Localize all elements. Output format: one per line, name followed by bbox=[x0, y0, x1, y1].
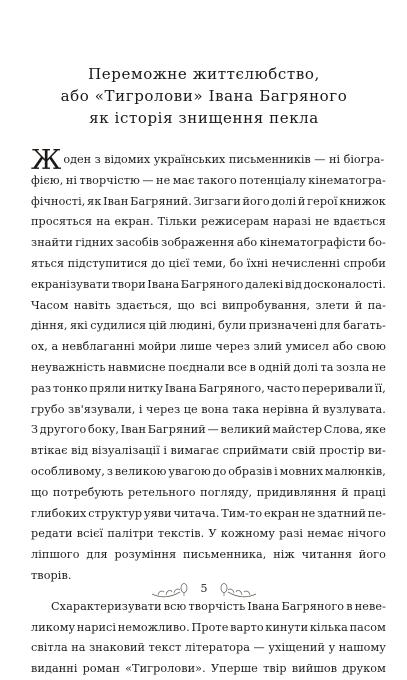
text-line: яться підступитися до цієї теми, бо їхні нечисленні спроби bbox=[31, 256, 386, 270]
text-line: виданні роман «Тигролови». Уперше твір вийшов друком bbox=[31, 662, 386, 676]
text-line: З другого боку, Іван Багряний — великий майстер Слова, яке bbox=[31, 423, 386, 437]
text-line-last: творів. bbox=[31, 568, 72, 582]
text-line: раз тонко пряли нитку Івана Багряного, часто переривали її, bbox=[31, 381, 386, 395]
text-line: світла на знаковий текст літератора — ухіщений у нашому bbox=[31, 641, 386, 655]
title-line-1: Переможне життєлюбство, bbox=[88, 65, 320, 83]
title-line-2: або «Тигролови» Івана Багряного bbox=[60, 87, 348, 105]
chapter-title bbox=[54, 63, 354, 129]
text-line: втікає від візуалізації і вимагає сприймати свій простір ви- bbox=[31, 444, 386, 458]
drop-cap: Ж bbox=[31, 145, 62, 176]
text-line: особливому, з великою увагою до образів і мовних малюнків, bbox=[31, 464, 386, 478]
paragraph-2-first-line: Схарактеризувати всю творчість Івана Багряного в неве- bbox=[51, 599, 386, 613]
floral-ornament-right-icon bbox=[218, 580, 258, 602]
text-line: неуважність навмисне поєднали все в одній долі та зозла не bbox=[31, 360, 386, 374]
text-line: глибоких структур уяви читача. Тим-то екран не здатний пе- bbox=[31, 506, 386, 520]
first-line-text: оден з відомих українських письменників — ні біогра- bbox=[63, 153, 385, 166]
floral-ornament-left-icon bbox=[150, 580, 190, 602]
paragraph-1-first-line bbox=[31, 145, 386, 176]
title-line-3: як історія знищення пекла bbox=[89, 109, 319, 127]
page-footer bbox=[0, 580, 407, 606]
text-line: грубо зв'язували, і через це вона така нерівна й вузлувата. bbox=[31, 402, 386, 416]
text-line: діння, які судилися цій людині, були призначені для багать- bbox=[31, 319, 386, 333]
text-line: Часом навіть здається, що всі випробування, злети й па- bbox=[31, 298, 386, 312]
text-line: фією, ні творчістю — не має такого потенціалу кінематогра- bbox=[31, 173, 386, 187]
text-line: фічності, як Іван Багряний. Зигзаги його долі й герої книжок bbox=[31, 194, 386, 208]
text-line: ох, а невблаганні мойри лише через злий умисел або свою bbox=[31, 340, 386, 354]
text-line: що потребують ретельного погляду, придивляння й праці bbox=[31, 485, 386, 499]
text-line: знайти гідних засобів зображення або кінематографісти бо- bbox=[31, 236, 386, 250]
text-line: ліпшого для розуміння письменника, ніж читання його bbox=[31, 548, 386, 562]
page-number: 5 bbox=[200, 582, 208, 595]
text-line: просяться на екран. Тільки режисерам наразі не вдається bbox=[31, 215, 386, 229]
text-line: екранізувати твори Івана Багряного далекі від досконалості. bbox=[31, 277, 386, 291]
text-line: ликому нарисі неможливо. Проте варто кинути кілька пасом bbox=[31, 620, 386, 634]
text-line: редати всієї палітри текстів. У кожному разі немає нічого bbox=[31, 527, 386, 541]
